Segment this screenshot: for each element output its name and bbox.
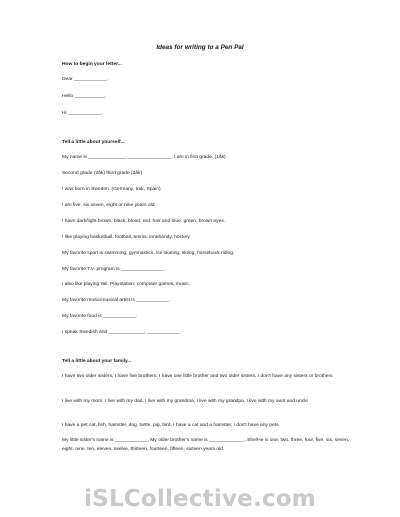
about-family-line: I live with my mom, I live with my dad, I live with my grandma, I live with my grandpa, I live with my aunt and uncle (62, 399, 308, 404)
about-yourself-line: I like playing basketball, football, tennis, innebandy, hockey. (62, 235, 191, 240)
section-heading-begin-letter: How to begin your letter... (62, 62, 122, 67)
about-yourself-line: I speak Swedish and _____________, ____________ (62, 330, 180, 335)
section-heading-about-family: Tell a little about your family... (62, 359, 132, 364)
about-family-line: I have a pet cat, fish, hamster, dog, turtle, pig, bird, I have a cat and a hamster, I don't have any pets (62, 423, 279, 428)
greeting-line: Hello ___________, (62, 94, 106, 99)
about-yourself-line: I also like playing Wii, Playstation, computer games, music. (62, 282, 191, 287)
page-title: Ideas for writing to a Pen Pal (156, 44, 244, 51)
about-family-line: My little sister's name is ____________, My older brother's name is _____________, She/He is one, two, three, four, five, six, seven, eight, nine, ten, eleven, twelve, thirteen, fourteen, fifteen, sixteen years old. (62, 438, 350, 452)
section-heading-about-yourself: Tell a little about yourself... (62, 140, 125, 145)
greeting-line: Dear ____________, (62, 77, 108, 82)
about-yourself-line: I am five, six seven, eight or nine years old. (62, 203, 156, 208)
about-yourself-line: My favorite T.V. program is ________________ . (62, 267, 168, 272)
about-yourself-line: My favorite food is ____________. (62, 314, 138, 319)
about-family-line: I have two older sisters, I have five brothers, I have one little brother and two older sisters, I don't have any sisters or brothers (62, 374, 333, 379)
greeting-line: Hi ____________, (62, 111, 102, 116)
about-yourself-line: I have dark/light brown, black, blond, red, hair and blue, green, brown eyes. (62, 219, 226, 224)
about-yourself-line: My favorite music/musical artist is ____________ . (62, 298, 172, 303)
about-yourself-line: I was born in Sweden. (Germany, Irak, Spain) (62, 187, 161, 192)
about-yourself-line: My name is ______________ ________________. I am in first grade. (1åk) (62, 155, 226, 160)
site-watermark: iSLCollective.com (84, 486, 316, 512)
about-yourself-line: Second grade (2åk) third grade (3åk) (62, 171, 143, 176)
about-yourself-line: My favorite sport is swimming, gymnastics, ice skating, skiing, horseback riding. (62, 251, 235, 256)
